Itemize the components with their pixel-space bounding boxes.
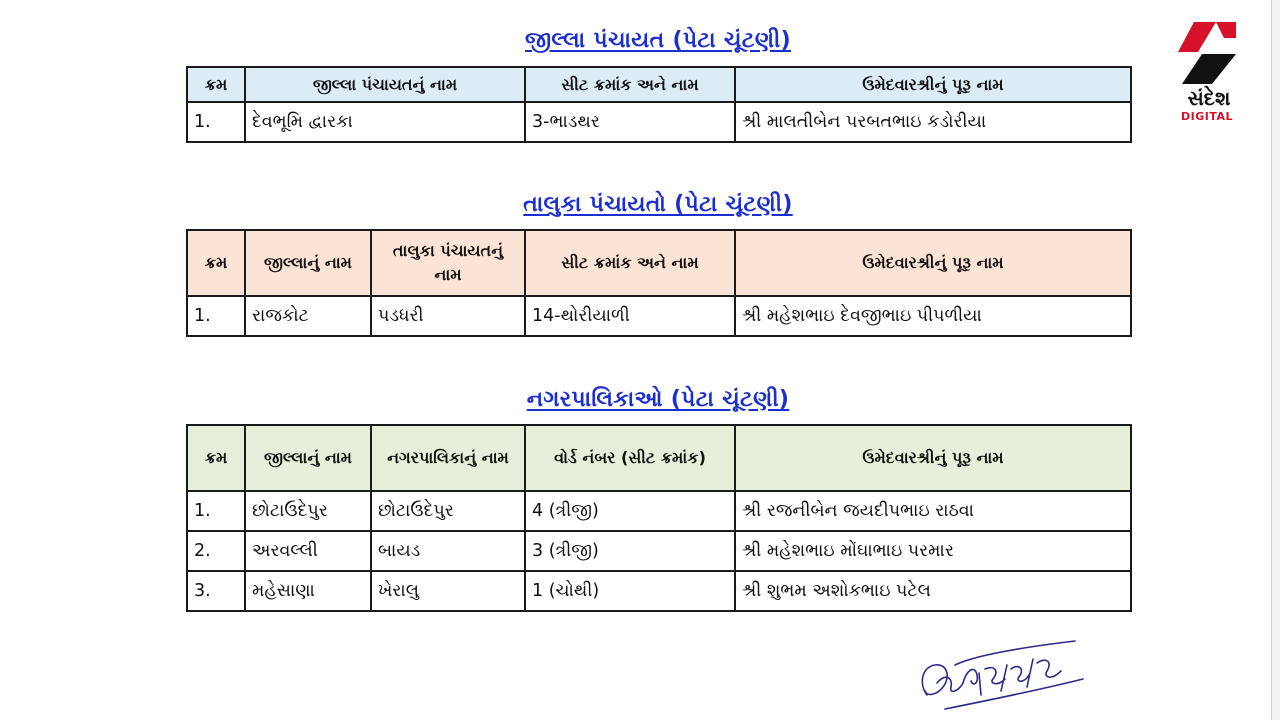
table-header-row xyxy=(187,230,1131,296)
section-title-district-panchayat: જીલ્લા પંચાયત (પેટા ચૂંટણી) xyxy=(525,28,791,53)
column-header: વોર્ડ નંબર (સીટ ક્રમાંક) xyxy=(525,425,735,491)
table-cell: 1. xyxy=(187,102,245,142)
column-header: ઉમેદવારશ્રીનું પૂરૂ નામ xyxy=(735,230,1131,296)
section-title-municipalities: નગરપાલિકાઓ (પેટા ચૂંટણી) xyxy=(526,387,790,412)
table-header-row xyxy=(187,425,1131,491)
table-cell: શ્રી મહેશભાઇ મોંઘાભાઇ પરમાર xyxy=(735,531,1131,571)
table-cell: ખેરાલુ xyxy=(371,571,525,611)
table-cell: મહેસાણા xyxy=(245,571,371,611)
column-header: ક્રમ xyxy=(187,67,245,102)
column-header: ઉમેદવારશ્રીનું પૂરૂ નામ xyxy=(735,67,1131,102)
table-cell: 4 (ત્રીજી) xyxy=(525,491,735,531)
table-cell: દેવભૂમિ દ્વારકા xyxy=(245,102,525,142)
brand-sub: DIGITAL xyxy=(1180,110,1234,123)
table-cell: છોટાઉદેપુર xyxy=(245,491,371,531)
table-cell: 2. xyxy=(187,531,245,571)
signature-icon xyxy=(915,625,1090,720)
table-cell: 1 (ચોથી) xyxy=(525,571,735,611)
table-cell: બાયડ xyxy=(371,531,525,571)
table-row xyxy=(187,296,1131,336)
column-header: ક્રમ xyxy=(187,425,245,491)
table-cell: પડધરી xyxy=(371,296,525,336)
table-cell: શ્રી રજનીબેન જયદીપભાઇ રાઠવા xyxy=(735,491,1131,531)
table-header-row xyxy=(187,67,1131,102)
brand-name: સંદેશ xyxy=(1187,86,1231,110)
column-header: જીલ્લા પંચાયતનું નામ xyxy=(245,67,525,102)
table-row xyxy=(187,571,1131,611)
section-title-taluka-panchayat: તાલુકા પંચાયતો (પેટા ચૂંટણી) xyxy=(523,192,793,217)
column-header: તાલુકા પંચાયતનું નામ xyxy=(371,230,525,296)
table-cell: શ્રી મહેશભાઇ દેવજીભાઇ પીપળીયા xyxy=(735,296,1131,336)
table-cell: 3. xyxy=(187,571,245,611)
table-cell: 3-ભાડથર xyxy=(525,102,735,142)
table-cell: રાજકોટ xyxy=(245,296,371,336)
column-header: સીટ ક્રમાંક અને નામ xyxy=(525,67,735,102)
column-header: ઉમેદવારશ્રીનું પૂરૂ નામ xyxy=(735,425,1131,491)
table-cell: 1. xyxy=(187,296,245,336)
table-cell: અરવલ્લી xyxy=(245,531,371,571)
column-header: નગરપાલિકાનું નામ xyxy=(371,425,525,491)
table-cell: શ્રી માલતીબેન પરબતભાઇ કડોરીયા xyxy=(735,102,1131,142)
column-header: જીલ્લાનું નામ xyxy=(245,425,371,491)
table-row xyxy=(187,102,1131,142)
table-cell: 14-થોરીયાળી xyxy=(525,296,735,336)
table-row xyxy=(187,531,1131,571)
column-header: સીટ ક્રમાંક અને નામ xyxy=(525,230,735,296)
window-edge xyxy=(1271,0,1280,720)
column-header: જીલ્લાનું નામ xyxy=(245,230,371,296)
table-cell: 3 (ત્રીજી) xyxy=(525,531,735,571)
taluka-panchayat-table xyxy=(186,229,1132,337)
table-cell: 1. xyxy=(187,491,245,531)
table-cell: શ્રી શુભમ અશોકભાઇ પટેલ xyxy=(735,571,1131,611)
district-panchayat-table xyxy=(186,66,1132,143)
table-row xyxy=(187,491,1131,531)
municipalities-table xyxy=(186,424,1132,612)
column-header: ક્રમ xyxy=(187,230,245,296)
table-cell: છોટાઉદેપુર xyxy=(371,491,525,531)
